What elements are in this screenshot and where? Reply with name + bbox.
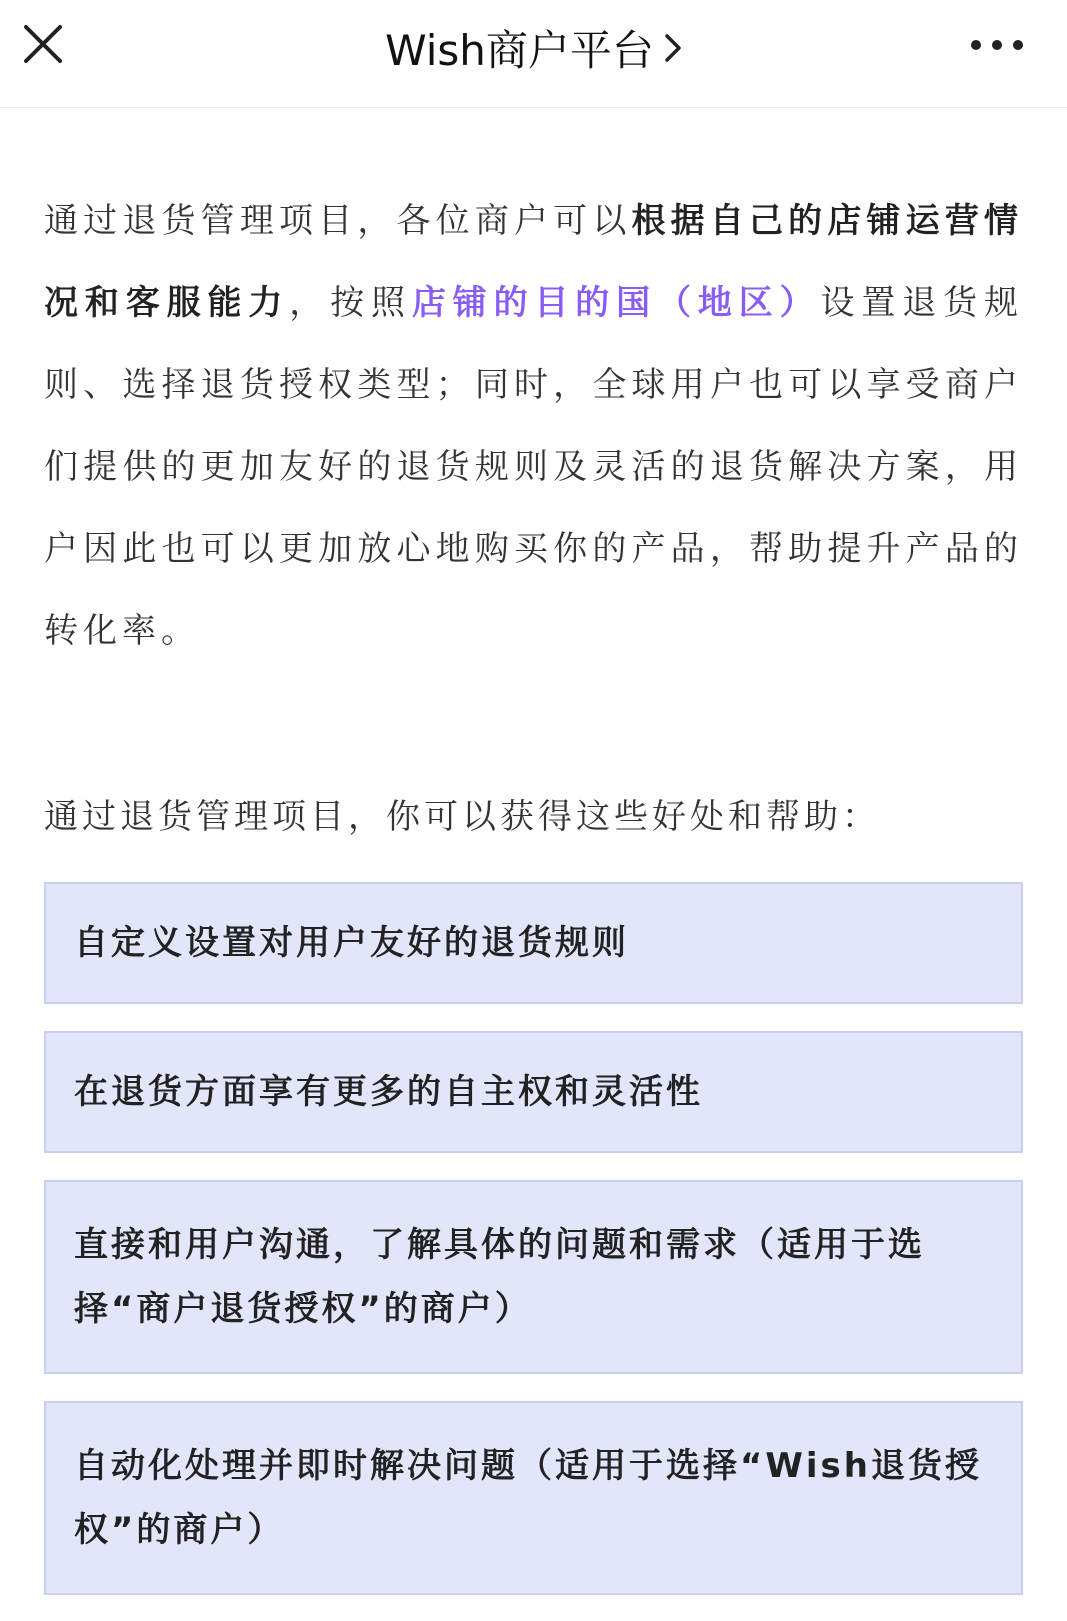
more-horizontal-icon[interactable] xyxy=(969,30,1025,60)
benefits-heading: 通过退货管理项目，你可以获得这些好处和帮助： xyxy=(44,797,880,837)
article-body xyxy=(0,108,1067,1595)
account-title-link[interactable] xyxy=(0,0,1067,96)
top-navbar xyxy=(0,0,1067,108)
benefit-card: 直接和用户沟通，了解具体的问题和需求（适用于选择“商户退货授权”的商户） xyxy=(44,1180,1023,1374)
benefit-card: 自定义设置对用户友好的退货规则 xyxy=(44,882,1023,1004)
intro-accent-text: 店铺的目的国（地区） xyxy=(411,283,821,323)
chevron-right-icon xyxy=(664,33,682,63)
intro-paragraph xyxy=(44,108,1023,672)
intro-text-1: 通过退货管理项目，各位商户可以 xyxy=(44,201,632,241)
benefit-card: 自动化处理并即时解决问题（适用于选择“Wish退货授权”的商户） xyxy=(44,1401,1023,1595)
intro-text-2: ，按照 xyxy=(289,283,412,323)
intro-bold-text: 根据自己的店铺运营情况和客服能力 xyxy=(44,201,1023,323)
benefit-list xyxy=(44,882,1023,1595)
page-title: Wish商户平台 xyxy=(385,26,654,75)
intro-text-3: 设置退货规则、选择退货授权类型；同时，全球用户也可以享受商户们提供的更加友好的退货规则及灵活的退货解决方案，用户因此也可以更加放心地购买你的产品，帮助提升产品的转化率。 xyxy=(44,283,1024,651)
benefit-card: 在退货方面享有更多的自主权和灵活性 xyxy=(44,1031,1023,1153)
